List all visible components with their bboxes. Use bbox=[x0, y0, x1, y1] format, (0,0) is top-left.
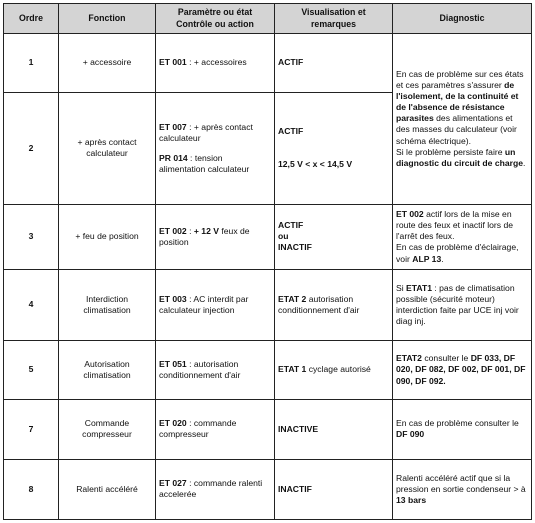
param-code: ET 027 bbox=[159, 478, 187, 489]
cell-fonction: + accessoire bbox=[59, 34, 156, 93]
diag-text-1: En cas de problème sur ces états et ces paramètres s'assurer bbox=[396, 68, 524, 90]
param-text: : commande compresseur bbox=[159, 418, 237, 440]
visu-value: INACTIF bbox=[278, 483, 312, 494]
visu-text: autorisation conditionnement d'air bbox=[278, 293, 360, 315]
header-parametre-line1: Paramètre ou état bbox=[177, 7, 253, 18]
cell-visualisation bbox=[275, 92, 393, 204]
cell-ordre: 2 bbox=[4, 92, 59, 204]
cell-diagnostic bbox=[393, 399, 532, 459]
param-text: : + après contact calculateur bbox=[159, 121, 253, 143]
diag-text-5: un diagnostic du circuit de charge bbox=[396, 146, 524, 168]
visu-value: ACTIF bbox=[278, 126, 304, 137]
cell-fonction: Autorisation climatisation bbox=[59, 341, 156, 400]
param-text: : bbox=[186, 225, 194, 236]
diag-text-3: En cas de problème d'éclairage, voir bbox=[396, 242, 519, 264]
diag-text-1: ETAT2 bbox=[396, 353, 422, 364]
param-text: feux de position bbox=[159, 225, 250, 247]
cell-parametre bbox=[156, 204, 275, 269]
visu-value: ou bbox=[278, 231, 289, 242]
table-row bbox=[4, 459, 532, 519]
table-row bbox=[4, 269, 532, 340]
param-code: ET 051 bbox=[159, 358, 187, 369]
cell-diagnostic bbox=[393, 204, 532, 269]
diag-text-2: de l'isolement, de la continuité et de l'absence de résistance parasites bbox=[396, 79, 519, 124]
diag-text-3: des alimentations et des masses du calculateur (voir schéma électrique). bbox=[396, 113, 517, 146]
param-text: : + accessoires bbox=[186, 57, 247, 68]
diag-text-1: ET 002 bbox=[396, 208, 424, 219]
cell-visualisation bbox=[275, 204, 393, 269]
cell-parametre bbox=[156, 459, 275, 519]
diag-text-1: En cas de problème consulter le bbox=[396, 418, 519, 429]
table-row bbox=[4, 399, 532, 459]
cell-fonction: Commande compresseur bbox=[59, 399, 156, 459]
cell-ordre: 3 bbox=[4, 204, 59, 269]
cell-visualisation bbox=[275, 459, 393, 519]
diag-text-4: ALP 13 bbox=[412, 253, 442, 264]
visu-value: ETAT 2 bbox=[278, 293, 307, 304]
cell-visualisation bbox=[275, 341, 393, 400]
visu-value: ETAT 1 bbox=[278, 364, 307, 375]
visu-value: INACTIF bbox=[278, 242, 312, 253]
param-code: ET 007 bbox=[159, 121, 187, 132]
header-ordre: Ordre bbox=[4, 4, 59, 34]
header-parametre-line2: Contrôle ou action bbox=[176, 18, 254, 29]
param-code: ET 020 bbox=[159, 418, 187, 429]
diag-text-2: consulter le bbox=[421, 353, 471, 364]
diag-text-6: . bbox=[523, 158, 526, 168]
cell-fonction: Ralenti accéléré bbox=[59, 459, 156, 519]
diag-text-3: DF 033, DF 020, DF 082, DF 002, DF 001, DF 090, DF 092. bbox=[396, 353, 526, 386]
cell-parametre bbox=[156, 34, 275, 93]
header-diagnostic: Diagnostic bbox=[393, 4, 532, 34]
diagnostic-table bbox=[3, 3, 532, 520]
cell-diagnostic bbox=[393, 34, 532, 205]
header-visualisation bbox=[275, 4, 393, 34]
param-code: ET 003 bbox=[159, 293, 187, 304]
cell-parametre bbox=[156, 399, 275, 459]
visu-text: cyclage autorisé bbox=[306, 364, 371, 375]
visu-value: ACTIF bbox=[278, 220, 304, 231]
param-bold: + 12 V bbox=[193, 225, 219, 236]
table-header-row bbox=[4, 4, 532, 34]
diag-text-2: ETAT1 bbox=[406, 282, 432, 293]
diag-text-5: . bbox=[441, 253, 444, 264]
visu-value: 12,5 V < x < 14,5 V bbox=[278, 159, 353, 170]
cell-fonction: + après contact calculateur bbox=[59, 92, 156, 204]
diag-text-1: Ralenti accéléré actif que si la pression en sortie condenseur > à bbox=[396, 472, 526, 494]
table-row bbox=[4, 204, 532, 269]
cell-fonction: + feu de position bbox=[59, 204, 156, 269]
header-fonction: Fonction bbox=[59, 4, 156, 34]
table-row bbox=[4, 34, 532, 93]
header-visualisation-line1: Visualisation et bbox=[301, 7, 366, 18]
visu-value: ACTIF bbox=[278, 57, 304, 68]
diag-text-1: Si bbox=[396, 282, 407, 293]
param-code: PR 014 bbox=[159, 152, 188, 163]
cell-parametre bbox=[156, 341, 275, 400]
cell-visualisation bbox=[275, 269, 393, 340]
cell-diagnostic bbox=[393, 341, 532, 400]
cell-visualisation bbox=[275, 34, 393, 93]
header-visualisation-line2: remarques bbox=[311, 18, 356, 29]
diag-text-2: actif lors de la mise en route des feux et inactif lors de l'arrêt des feux. bbox=[396, 208, 514, 242]
cell-ordre: 1 bbox=[4, 34, 59, 93]
param-code: ET 001 bbox=[159, 57, 187, 68]
param-text: : commande ralenti accelerée bbox=[159, 478, 263, 500]
param-text: : tension alimentation calculateur bbox=[159, 152, 250, 175]
diag-text-4: Si le problème persiste faire bbox=[396, 146, 505, 157]
cell-ordre: 4 bbox=[4, 269, 59, 340]
header-parametre bbox=[156, 4, 275, 34]
cell-ordre: 8 bbox=[4, 459, 59, 519]
cell-ordre: 5 bbox=[4, 341, 59, 400]
cell-ordre: 7 bbox=[4, 399, 59, 459]
param-text: : autorisation conditionnement d'air bbox=[159, 358, 241, 380]
cell-fonction: Interdiction climatisation bbox=[59, 269, 156, 340]
cell-diagnostic bbox=[393, 269, 532, 340]
table-row bbox=[4, 341, 532, 400]
cell-parametre bbox=[156, 92, 275, 204]
cell-diagnostic bbox=[393, 459, 532, 519]
diag-text-2: DF 090 bbox=[396, 429, 425, 440]
visu-value: INACTIVE bbox=[278, 423, 319, 434]
diag-text-3: : pas de climatisation possible (sécurité moteur) interdiction faite par UCE inj voir diag inj. bbox=[396, 282, 519, 327]
cell-parametre bbox=[156, 269, 275, 340]
param-text: : AC interdit par calculateur injection bbox=[159, 293, 249, 315]
param-code: ET 002 bbox=[159, 225, 187, 236]
diag-text-2: 13 bars bbox=[396, 495, 427, 506]
cell-visualisation bbox=[275, 399, 393, 459]
